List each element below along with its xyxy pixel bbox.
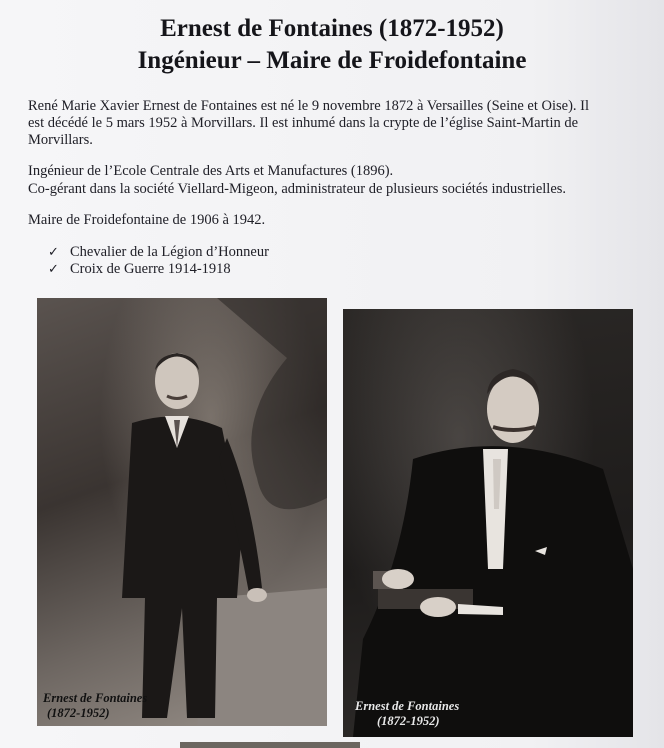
career-line-1: Ingénieur de l’Ecole Centrale des Arts et Manufactures (1896). (28, 163, 394, 179)
photo-caption-dates: (1872-1952) (47, 706, 110, 720)
mayor-line: Maire de Froidefontaine de 1906 à 1942. (28, 212, 266, 228)
checkmark-icon: ✓ (48, 245, 59, 260)
portrait-photo-standing (37, 298, 327, 726)
seated-man-figure (343, 309, 633, 737)
page-subtitle: Ingénieur – Maire de Froidefontaine (137, 47, 527, 74)
honor-item (48, 244, 269, 261)
photo-caption-dates: (1872-1952) (377, 714, 440, 728)
standing-man-figure (37, 298, 327, 726)
biography-line-2: est décédé le 5 mars 1952 à Morvillars. Il est inhumé dans la crypte de l’église Saint-Martin de (28, 115, 579, 131)
biography-line-1: René Marie Xavier Ernest de Fontaines est né le 9 novembre 1872 à Versailles (Seine et Oise). Il (28, 98, 590, 114)
honor-label: Chevalier de la Légion d’Honneur (70, 244, 269, 260)
career-line-2: Co-gérant dans la société Viellard-Migeon, administrateur de plusieurs sociétés industrielles. (28, 181, 567, 197)
checkmark-icon: ✓ (48, 262, 59, 277)
photo-caption-name: Ernest de Fontaines (43, 691, 148, 705)
photo-caption-name: Ernest de Fontaines (355, 699, 460, 713)
portrait-photo-seated (343, 309, 633, 737)
page-title: Ernest de Fontaines (1872-1952) (160, 15, 504, 42)
biography-line-3: Morvillars. (28, 132, 93, 148)
honor-label: Croix de Guerre 1914-1918 (70, 261, 231, 277)
page-edge-strip (180, 742, 360, 748)
honor-item (48, 261, 231, 278)
